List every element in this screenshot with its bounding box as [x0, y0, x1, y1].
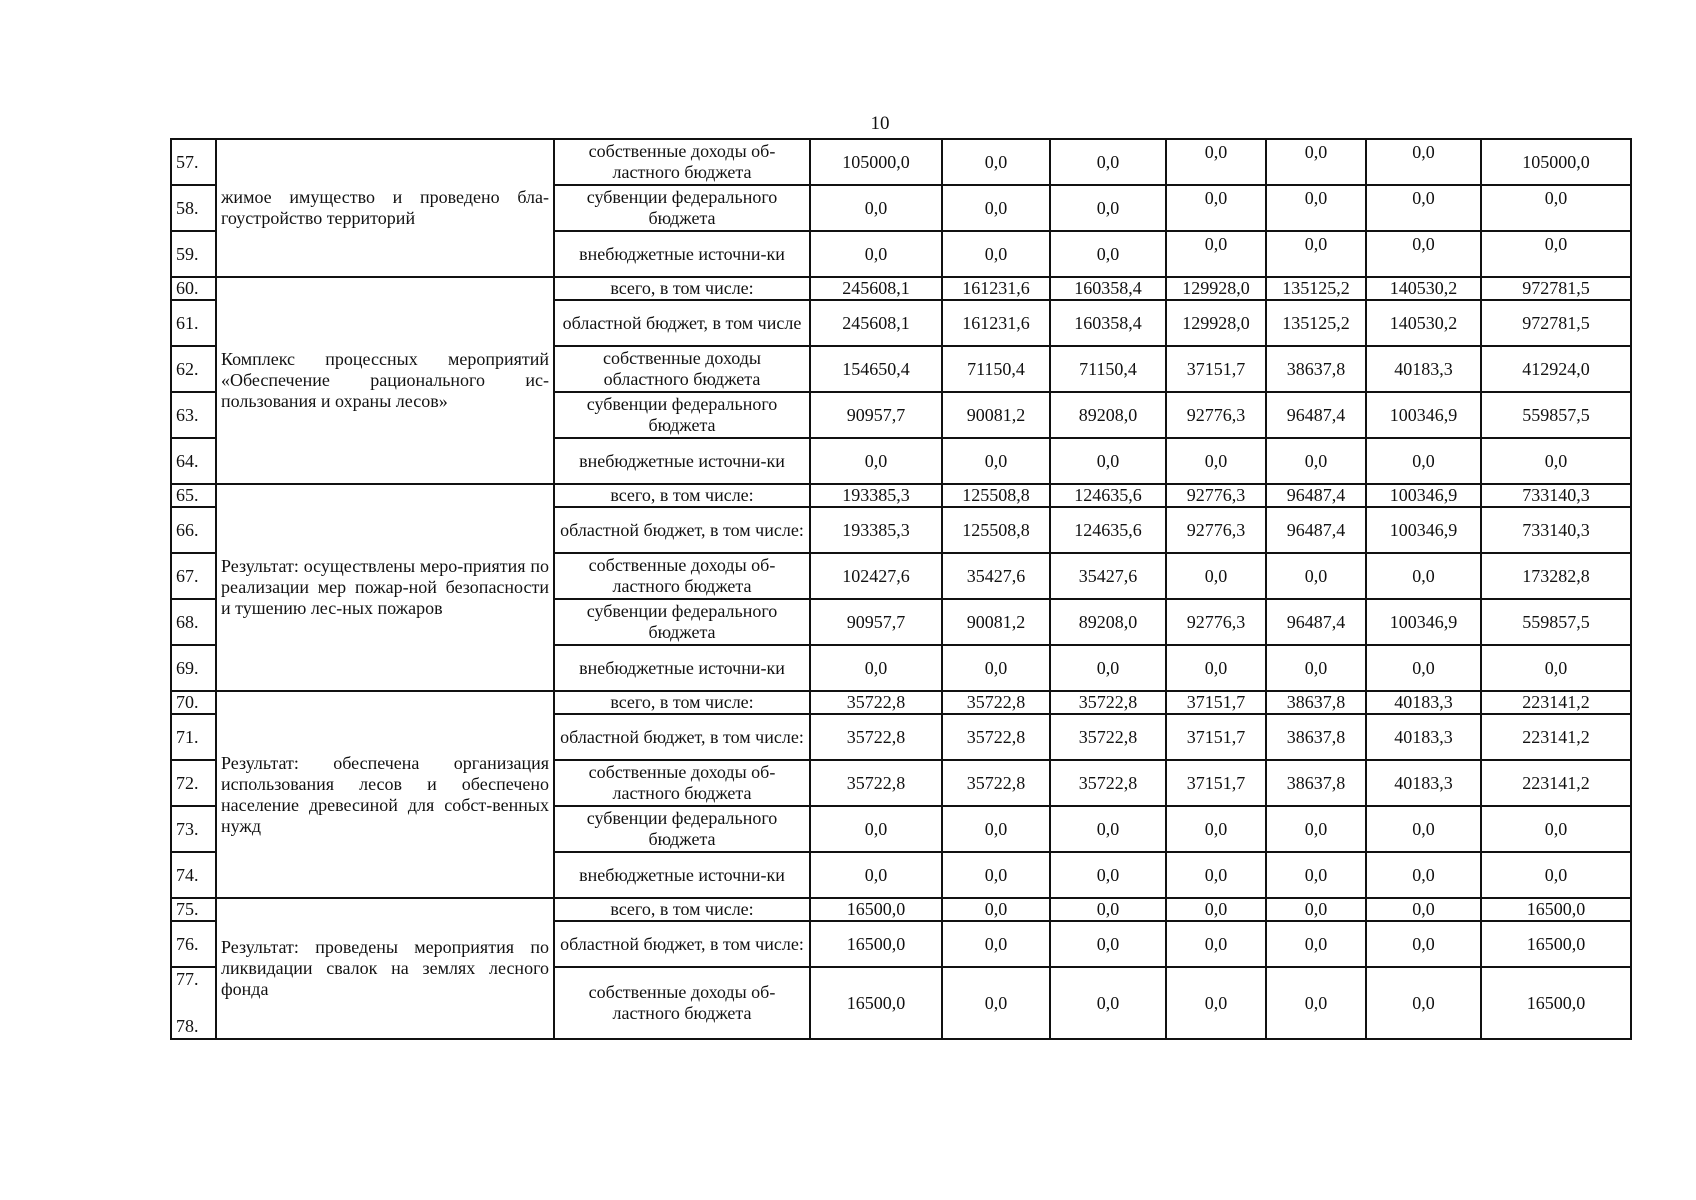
- value-cell: 0,0: [942, 806, 1050, 852]
- value-cell: 92776,3: [1166, 484, 1266, 507]
- value-cell: 0,0: [1266, 898, 1366, 921]
- value-cell: 0,0: [1366, 806, 1481, 852]
- funding-source: субвенции федерального бюджета: [554, 392, 810, 438]
- table-row: [171, 484, 1631, 507]
- row-number: 72.: [171, 760, 216, 806]
- value-cell: 125508,8: [942, 507, 1050, 553]
- value-cell: 0,0: [942, 967, 1050, 1039]
- value-cell: 40183,3: [1366, 714, 1481, 760]
- value-cell: 193385,3: [810, 507, 942, 553]
- value-cell: 129928,0: [1166, 277, 1266, 300]
- total-cell: 223141,2: [1481, 714, 1631, 760]
- value-cell: 0,0: [942, 852, 1050, 898]
- value-cell: 0,0: [1166, 438, 1266, 484]
- value-cell: 89208,0: [1050, 599, 1166, 645]
- value-cell: 37151,7: [1166, 691, 1266, 714]
- total-cell: 0,0: [1481, 231, 1631, 277]
- total-cell: 559857,5: [1481, 599, 1631, 645]
- value-cell: 0,0: [1050, 921, 1166, 967]
- row-number: 62.: [171, 346, 216, 392]
- funding-source: субвенции федерального бюджета: [554, 806, 810, 852]
- value-cell: 0,0: [1366, 553, 1481, 599]
- value-cell: 37151,7: [1166, 760, 1266, 806]
- row-number: 64.: [171, 438, 216, 484]
- value-cell: 35722,8: [942, 760, 1050, 806]
- row-number: 61.: [171, 300, 216, 346]
- funding-source: собственные доходы об-ластного бюджета: [554, 760, 810, 806]
- value-cell: 0,0: [1266, 185, 1366, 231]
- value-cell: 125508,8: [942, 484, 1050, 507]
- value-cell: 16500,0: [810, 898, 942, 921]
- value-cell: 0,0: [942, 645, 1050, 691]
- value-cell: 0,0: [1266, 806, 1366, 852]
- value-cell: 100346,9: [1366, 392, 1481, 438]
- row-number: 59.: [171, 231, 216, 277]
- value-cell: 0,0: [1366, 967, 1481, 1039]
- value-cell: 0,0: [1166, 852, 1266, 898]
- value-cell: 0,0: [1166, 645, 1266, 691]
- value-cell: 71150,4: [942, 346, 1050, 392]
- total-cell: 0,0: [1481, 852, 1631, 898]
- value-cell: 0,0: [942, 139, 1050, 185]
- total-cell: 733140,3: [1481, 484, 1631, 507]
- funding-source: внебюджетные источни-ки: [554, 438, 810, 484]
- value-cell: 0,0: [1366, 185, 1481, 231]
- value-cell: 0,0: [1266, 139, 1366, 185]
- value-cell: 90957,7: [810, 392, 942, 438]
- value-cell: 0,0: [1166, 185, 1266, 231]
- value-cell: 245608,1: [810, 277, 942, 300]
- value-cell: 0,0: [1266, 852, 1366, 898]
- value-cell: 35722,8: [810, 760, 942, 806]
- value-cell: 35722,8: [1050, 714, 1166, 760]
- value-cell: 0,0: [1050, 231, 1166, 277]
- row-number: 75.: [171, 898, 216, 921]
- value-cell: 0,0: [1366, 898, 1481, 921]
- value-cell: 35427,6: [1050, 553, 1166, 599]
- value-cell: 38637,8: [1266, 760, 1366, 806]
- value-cell: 37151,7: [1166, 346, 1266, 392]
- value-cell: 0,0: [1166, 806, 1266, 852]
- value-cell: 161231,6: [942, 300, 1050, 346]
- value-cell: 0,0: [1166, 139, 1266, 185]
- value-cell: 0,0: [1266, 967, 1366, 1039]
- funding-source: внебюджетные источни-ки: [554, 231, 810, 277]
- funding-source: всего, в том числе:: [554, 691, 810, 714]
- value-cell: 0,0: [1166, 967, 1266, 1039]
- value-cell: 40183,3: [1366, 346, 1481, 392]
- row-number: 71.: [171, 714, 216, 760]
- row-number: 60.: [171, 277, 216, 300]
- value-cell: 40183,3: [1366, 691, 1481, 714]
- total-cell: 173282,8: [1481, 553, 1631, 599]
- value-cell: 245608,1: [810, 300, 942, 346]
- row-number: [171, 967, 216, 1039]
- value-cell: 0,0: [1050, 967, 1166, 1039]
- value-cell: 0,0: [810, 645, 942, 691]
- value-cell: 0,0: [1366, 438, 1481, 484]
- value-cell: 16500,0: [810, 921, 942, 967]
- row-number: 69.: [171, 645, 216, 691]
- row-description: Результат: обеспечена организация использования лесов и обеспечено население древесиной для собст-венных нужд: [216, 691, 554, 898]
- total-cell: 559857,5: [1481, 392, 1631, 438]
- value-cell: 0,0: [942, 438, 1050, 484]
- value-cell: 0,0: [1266, 231, 1366, 277]
- value-cell: 0,0: [1050, 806, 1166, 852]
- row-number: 68.: [171, 599, 216, 645]
- total-cell: 972781,5: [1481, 300, 1631, 346]
- funding-source: субвенции федерального бюджета: [554, 185, 810, 231]
- value-cell: 0,0: [942, 231, 1050, 277]
- value-cell: 16500,0: [810, 967, 942, 1039]
- table-row: [171, 277, 1631, 300]
- value-cell: 140530,2: [1366, 277, 1481, 300]
- row-number-bottom: 78.: [176, 1016, 199, 1036]
- value-cell: 100346,9: [1366, 507, 1481, 553]
- funding-source: собственные доходы об-ластного бюджета: [554, 139, 810, 185]
- value-cell: 0,0: [1266, 553, 1366, 599]
- funding-source: областной бюджет, в том числе:: [554, 921, 810, 967]
- value-cell: 90957,7: [810, 599, 942, 645]
- total-cell: 16500,0: [1481, 967, 1631, 1039]
- row-number-top: 77.: [176, 969, 199, 989]
- value-cell: 0,0: [1166, 898, 1266, 921]
- value-cell: 35722,8: [942, 691, 1050, 714]
- value-cell: 96487,4: [1266, 392, 1366, 438]
- value-cell: 35722,8: [1050, 760, 1166, 806]
- value-cell: 35427,6: [942, 553, 1050, 599]
- value-cell: 92776,3: [1166, 599, 1266, 645]
- funding-source: собственные доходы об-ластного бюджета: [554, 553, 810, 599]
- value-cell: 0,0: [1266, 645, 1366, 691]
- value-cell: 35722,8: [942, 714, 1050, 760]
- value-cell: 0,0: [942, 921, 1050, 967]
- value-cell: 135125,2: [1266, 300, 1366, 346]
- value-cell: 71150,4: [1050, 346, 1166, 392]
- funding-source: всего, в том числе:: [554, 277, 810, 300]
- total-cell: 0,0: [1481, 806, 1631, 852]
- total-cell: 0,0: [1481, 438, 1631, 484]
- value-cell: 92776,3: [1166, 507, 1266, 553]
- value-cell: 105000,0: [810, 139, 942, 185]
- total-cell: 16500,0: [1481, 921, 1631, 967]
- total-cell: 412924,0: [1481, 346, 1631, 392]
- value-cell: 35722,8: [810, 691, 942, 714]
- value-cell: 38637,8: [1266, 346, 1366, 392]
- total-cell: 105000,0: [1481, 139, 1631, 185]
- value-cell: 0,0: [1366, 231, 1481, 277]
- value-cell: 160358,4: [1050, 277, 1166, 300]
- value-cell: 0,0: [1166, 553, 1266, 599]
- table-row: [171, 898, 1631, 921]
- row-number: 66.: [171, 507, 216, 553]
- value-cell: 0,0: [1050, 185, 1166, 231]
- row-description: Результат: осуществлены меро-приятия по реализации мер пожар-ной безопасности и тушению лес-ных пожаров: [216, 484, 554, 691]
- value-cell: 0,0: [1366, 645, 1481, 691]
- row-number: 57.: [171, 139, 216, 185]
- total-cell: 733140,3: [1481, 507, 1631, 553]
- value-cell: 92776,3: [1166, 392, 1266, 438]
- value-cell: 0,0: [1366, 139, 1481, 185]
- budget-table-body: [171, 139, 1631, 1039]
- value-cell: 160358,4: [1050, 300, 1166, 346]
- value-cell: 0,0: [1050, 898, 1166, 921]
- value-cell: 102427,6: [810, 553, 942, 599]
- row-description: Результат: проведены мероприятия по ликвидации свалок на землях лесного фонда: [216, 898, 554, 1039]
- value-cell: 35722,8: [810, 714, 942, 760]
- value-cell: 0,0: [942, 898, 1050, 921]
- value-cell: 0,0: [1366, 921, 1481, 967]
- value-cell: 0,0: [1050, 139, 1166, 185]
- row-number: 74.: [171, 852, 216, 898]
- value-cell: 0,0: [1050, 645, 1166, 691]
- row-number: 65.: [171, 484, 216, 507]
- total-cell: 972781,5: [1481, 277, 1631, 300]
- total-cell: 223141,2: [1481, 760, 1631, 806]
- funding-source: всего, в том числе:: [554, 484, 810, 507]
- page-number: 10: [870, 113, 890, 134]
- value-cell: 0,0: [1366, 852, 1481, 898]
- total-cell: 0,0: [1481, 185, 1631, 231]
- value-cell: 140530,2: [1366, 300, 1481, 346]
- row-description: жимое имущество и проведено бла-гоустройство территорий: [216, 139, 554, 277]
- value-cell: 161231,6: [942, 277, 1050, 300]
- value-cell: 124635,6: [1050, 507, 1166, 553]
- value-cell: 129928,0: [1166, 300, 1266, 346]
- row-number: 67.: [171, 553, 216, 599]
- funding-source: областной бюджет, в том числе:: [554, 714, 810, 760]
- table-row: [171, 691, 1631, 714]
- value-cell: 90081,2: [942, 599, 1050, 645]
- value-cell: 90081,2: [942, 392, 1050, 438]
- value-cell: 0,0: [810, 852, 942, 898]
- funding-source: внебюджетные источни-ки: [554, 645, 810, 691]
- total-cell: 16500,0: [1481, 898, 1631, 921]
- value-cell: 100346,9: [1366, 599, 1481, 645]
- total-cell: 0,0: [1481, 645, 1631, 691]
- value-cell: 96487,4: [1266, 599, 1366, 645]
- value-cell: 37151,7: [1166, 714, 1266, 760]
- value-cell: 38637,8: [1266, 714, 1366, 760]
- funding-source: собственные доходы областного бюджета: [554, 346, 810, 392]
- value-cell: 135125,2: [1266, 277, 1366, 300]
- value-cell: 96487,4: [1266, 507, 1366, 553]
- funding-source: областной бюджет, в том числе: [554, 300, 810, 346]
- budget-table: [170, 138, 1632, 1040]
- value-cell: 193385,3: [810, 484, 942, 507]
- funding-source: внебюджетные источни-ки: [554, 852, 810, 898]
- value-cell: 124635,6: [1050, 484, 1166, 507]
- value-cell: 0,0: [1166, 231, 1266, 277]
- value-cell: 0,0: [1050, 438, 1166, 484]
- value-cell: 0,0: [810, 438, 942, 484]
- value-cell: 38637,8: [1266, 691, 1366, 714]
- value-cell: 0,0: [810, 231, 942, 277]
- funding-source: собственные доходы об-ластного бюджета: [554, 967, 810, 1039]
- value-cell: 40183,3: [1366, 760, 1481, 806]
- value-cell: 0,0: [1166, 921, 1266, 967]
- row-number: 73.: [171, 806, 216, 852]
- row-number: 70.: [171, 691, 216, 714]
- value-cell: 89208,0: [1050, 392, 1166, 438]
- value-cell: 0,0: [1266, 438, 1366, 484]
- funding-source: всего, в том числе:: [554, 898, 810, 921]
- value-cell: 96487,4: [1266, 484, 1366, 507]
- funding-source: областной бюджет, в том числе:: [554, 507, 810, 553]
- value-cell: 0,0: [810, 806, 942, 852]
- value-cell: 0,0: [1266, 921, 1366, 967]
- row-number: 63.: [171, 392, 216, 438]
- value-cell: 100346,9: [1366, 484, 1481, 507]
- value-cell: 0,0: [810, 185, 942, 231]
- row-number: 58.: [171, 185, 216, 231]
- total-cell: 223141,2: [1481, 691, 1631, 714]
- funding-source: субвенции федерального бюджета: [554, 599, 810, 645]
- value-cell: 154650,4: [810, 346, 942, 392]
- row-description: Комплекс процессных мероприятий «Обеспечение рационального ис-пользования и охраны лесов»: [216, 277, 554, 484]
- value-cell: 35722,8: [1050, 691, 1166, 714]
- value-cell: 0,0: [942, 185, 1050, 231]
- value-cell: 0,0: [1050, 852, 1166, 898]
- table-row: [171, 139, 1631, 185]
- row-number: 76.: [171, 921, 216, 967]
